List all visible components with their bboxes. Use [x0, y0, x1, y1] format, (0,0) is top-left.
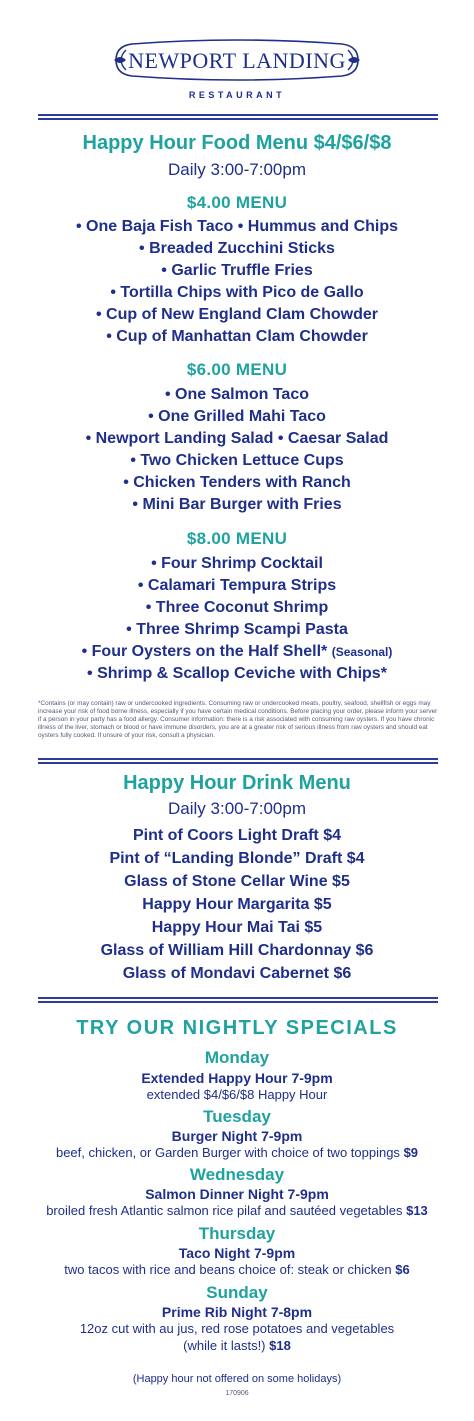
day-thursday: Thursday — [198, 1224, 276, 1243]
menu-item: • Newport Landing Salad • Caesar Salad — [85, 430, 389, 447]
logo-name: NEWPORT LANDING — [128, 48, 346, 73]
menu-item: • Cup of Manhattan Clam Chowder — [106, 328, 368, 345]
divider-drinks — [38, 758, 438, 764]
special-name: Extended Happy Hour 7-9pm — [141, 1070, 333, 1086]
special-desc: 12oz cut with au jus, red rose potatoes and vegetables — [79, 1321, 395, 1336]
menu-item: • Three Coconut Shrimp — [145, 599, 329, 616]
drink-item: Pint of Coors Light Draft $4 — [133, 827, 341, 844]
day-monday: Monday — [204, 1048, 270, 1067]
menu-item: • Breaded Zucchini Sticks — [139, 240, 335, 257]
special-price: $6 — [395, 1262, 410, 1277]
special-desc-row — [0, 1338, 474, 1353]
menu-item: • Cup of New England Clam Chowder — [95, 306, 379, 323]
divider-specials — [38, 997, 438, 1003]
menu-item-oysters-label: • Four Oysters on the Half Shell* — [81, 643, 328, 660]
special-price: $18 — [269, 1338, 291, 1353]
seasonal-note: (Seasonal) — [331, 645, 393, 659]
special-desc: extended $4/$6/$8 Happy Hour — [146, 1087, 328, 1102]
menu-item: • Two Chicken Lettuce Cups — [130, 452, 344, 469]
menu-item: • Shrimp & Scallop Ceviche with Chips* — [87, 665, 387, 682]
special-price: $13 — [406, 1203, 428, 1218]
special-name: Taco Night 7-9pm — [178, 1245, 296, 1261]
menu-item: • One Salmon Taco — [165, 386, 309, 403]
drink-menu-hours: Daily 3:00-7:00pm — [168, 799, 306, 818]
drink-menu-title: Happy Hour Drink Menu — [123, 772, 351, 794]
special-desc-row — [0, 1145, 474, 1160]
divider-top — [38, 114, 438, 120]
menu-item: • Three Shrimp Scampi Pasta — [126, 621, 348, 638]
food-menu-title: Happy Hour Food Menu $4/$6/$8 — [82, 132, 392, 154]
special-desc: broiled fresh Atlantic salmon rice pilaf and sautéed vegetables — [46, 1203, 407, 1218]
drink-item: Happy Hour Mai Tai $5 — [151, 919, 323, 936]
day-wednesday: Wednesday — [189, 1165, 285, 1184]
raw-food-disclaimer: *Contains (or may contain) raw or undercooked ingredients. Consuming raw or undercooked meats, poultry, seafood, shellfish or eggs may increase your risk of food borne illness, especially if you have certain medical conditions. Before placing your order, please inform your server if a person in your party has a food allergy. Consumer information: there is a risk associated with consuming raw oysters. If you have chronic illness of the liver, stomach or blood or have immune disorders, you are at a greater risk of serious illness from raw oysters and should eat oysters fully cooked. If unsure of your risk, consult a physician. — [38, 700, 438, 739]
food-menu-hours: Daily 3:00-7:00pm — [168, 160, 306, 179]
restaurant-logo — [0, 38, 474, 108]
eight-dollar-heading: $8.00 MENU — [186, 529, 288, 548]
special-name: Burger Night 7-9pm — [171, 1128, 303, 1144]
day-sunday: Sunday — [206, 1283, 268, 1302]
drink-item: Glass of Stone Cellar Wine $5 — [124, 873, 350, 890]
menu-item: • One Grilled Mahi Taco — [148, 408, 326, 425]
menu-item-oysters — [0, 643, 474, 661]
special-desc: two tacos with rice and beans choice of: steak or chicken — [64, 1262, 396, 1277]
menu-item: • Mini Bar Burger with Fries — [132, 496, 342, 513]
special-desc-row — [0, 1262, 474, 1277]
day-tuesday: Tuesday — [203, 1107, 271, 1126]
special-desc-row — [0, 1203, 474, 1218]
special-name: Prime Rib Night 7-8pm — [161, 1304, 313, 1320]
special-desc: (while it lasts!) — [183, 1338, 270, 1353]
holiday-footnote: (Happy hour not offered on some holidays) — [132, 1373, 342, 1385]
menu-item: • Garlic Truffle Fries — [161, 262, 313, 279]
six-dollar-heading: $6.00 MENU — [186, 360, 288, 379]
menu-item: • Calamari Tempura Strips — [137, 577, 337, 594]
four-dollar-heading: $4.00 MENU — [186, 193, 288, 212]
specials-title: TRY OUR NIGHTLY SPECIALS — [76, 1017, 398, 1039]
drink-item: Pint of “Landing Blonde” Draft $4 — [109, 850, 365, 867]
special-price: $9 — [403, 1145, 419, 1160]
drink-item: Glass of William Hill Chardonnay $6 — [100, 942, 374, 959]
logo-subtitle: RESTAURANT — [188, 90, 286, 100]
drink-item: Glass of Mondavi Cabernet $6 — [122, 965, 352, 982]
drink-item: Happy Hour Margarita $5 — [142, 896, 332, 913]
menu-item: • Four Shrimp Cocktail — [151, 555, 323, 572]
special-desc: beef, chicken, or Garden Burger with choice of two toppings — [55, 1145, 404, 1160]
special-name: Salmon Dinner Night 7-9pm — [145, 1186, 329, 1202]
print-code: 170906 — [225, 1390, 249, 1397]
menu-item: • Tortilla Chips with Pico de Gallo — [110, 284, 364, 301]
menu-item: • Chicken Tenders with Ranch — [123, 474, 351, 491]
menu-item: • One Baja Fish Taco • Hummus and Chips — [75, 218, 399, 235]
